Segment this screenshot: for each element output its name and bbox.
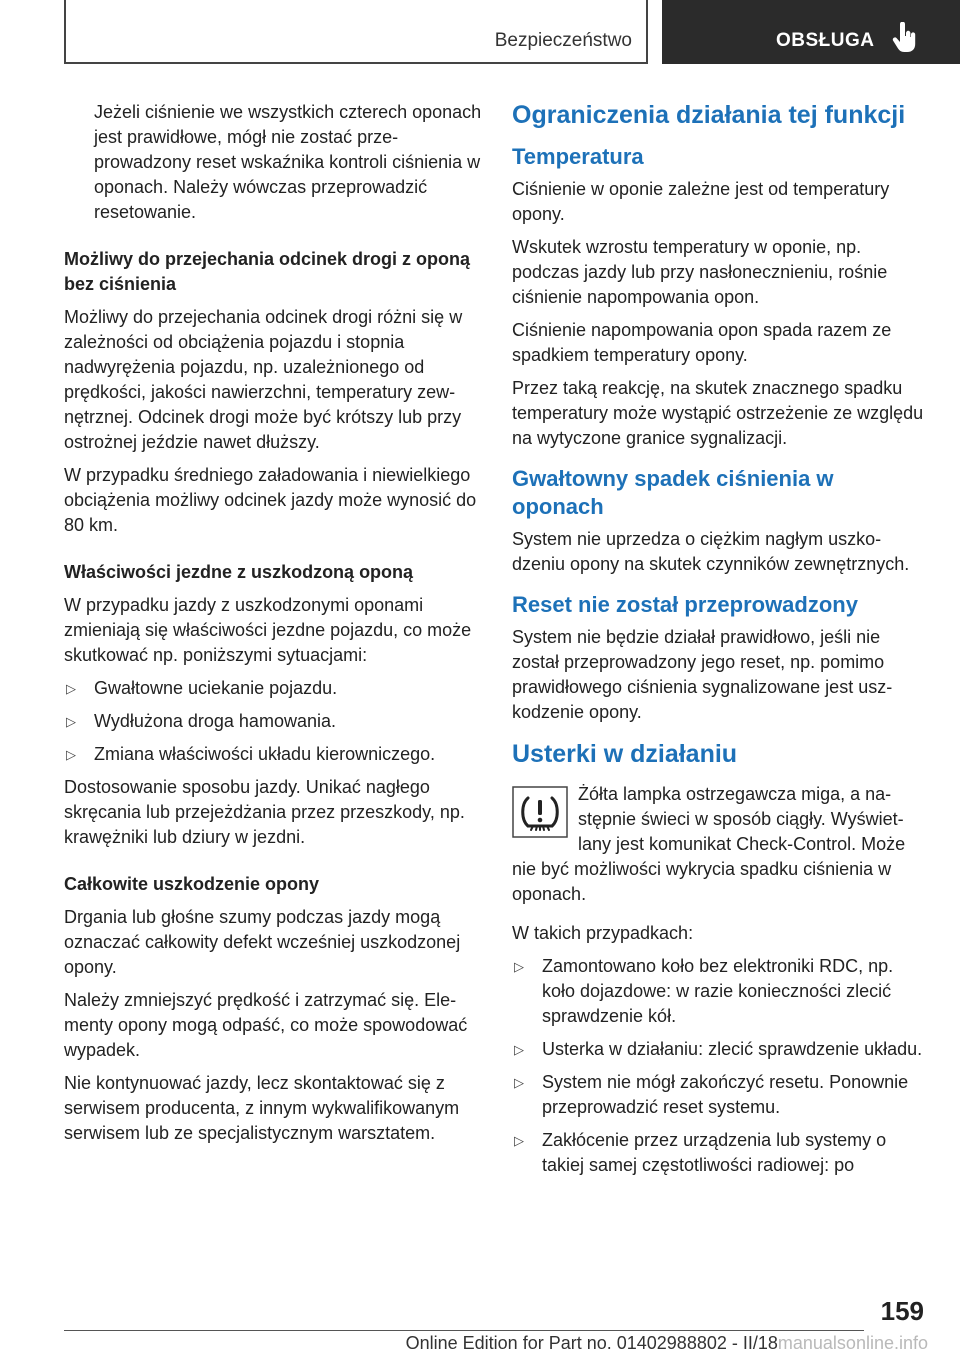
paragraph: Wskutek wzrostu temperatury w oponie, np. podczas jazdy lub przy nasłonecznieniu, rośnie ciśnienie napompowania opon. [512, 237, 888, 307]
section-title: Bezpieczeństwo [494, 30, 632, 51]
paragraph: Należy zmniejszyć prędkość i zatrzymać się. Elementy opony mogą odpaść, co może spowodować wypadek. [64, 990, 468, 1060]
list-item: ▷ System nie mógł zakończyć resetu. Ponownie przeprowadzić reset systemu. [512, 1070, 928, 1120]
paragraph: Możliwy do przejechania odcinek drogi różni się w zależności od obciążenia pojazdu i stopnia nadwyrężenia pojazdu, np. uzależnionego od prędkości, jakości nawierzchni, temperatury zewnętrznej. Odcinek drogi może być krótszy lub przy ostrożnej jeździe nawet dłuższy. [64, 307, 463, 452]
subheading-total-damage: Całkowite uszkodzenie opony [64, 874, 320, 894]
list-item: ▷ Zmiana właściwości układu kierowniczego. [64, 742, 482, 767]
paragraph: W przypadku jazdy z uszkodzonymi oponami zmieniają się właściwości jezdne pojazdu, co może skutkować np. poniższymi sytuacjami: [64, 595, 472, 665]
footer-text [406, 1333, 928, 1354]
triangle-bullet-icon: ▷ [66, 681, 76, 696]
heading-sudden-loss: Gwałtowny spadek ciśnienia w oponach [512, 466, 834, 519]
triangle-bullet-icon: ▷ [514, 1075, 524, 1090]
heading-reset: Reset nie został przeprowadzony [512, 592, 858, 617]
watermark: manualsonline.info [777, 1333, 928, 1353]
header-section-box [64, 0, 648, 64]
right-column [512, 100, 928, 1186]
left-column [64, 100, 482, 1154]
paragraph: W takich przypadkach: [512, 923, 694, 943]
edition-text: Online Edition for Part no. 01402988802 - II/18 [405, 1333, 778, 1353]
intro-paragraph: Jeżeli ciśnienie we wszystkich czterech oponach jest prawidłowe, mógł nie zostać przeprowadzony reset wskaźnika kontroli ciśnienia w oponach. Należy wówczas przeprowadzić resetowanie. [94, 102, 482, 222]
list-item: ▷ Usterka w działaniu: zlecić sprawdzenie układu. [512, 1037, 928, 1062]
paragraph: System nie uprzedza o ciężkim nagłym uszkodzeniu opony na skutek czynników zewnętrznych. [512, 529, 910, 574]
heading-malfunctions: Usterki w działaniu [512, 740, 738, 768]
footer-divider [64, 1330, 864, 1331]
heading-limitations: Ograniczenia działania tej funkcji [512, 101, 906, 129]
header-chapter-box [662, 0, 960, 64]
tire-pressure-warning-icon [512, 786, 568, 838]
paragraph: W przypadku średniego załadowania i niewielkiego obciążenia możliwy odcinek jazdy może wynosić do 80 km. [64, 465, 477, 535]
warning-block [512, 782, 928, 907]
triangle-bullet-icon: ▷ [514, 1133, 524, 1148]
paragraph: Ciśnienie napompowania opon spada razem ze spadkiem temperatury opony. [512, 320, 892, 365]
page-number: 159 [880, 1296, 924, 1326]
triangle-bullet-icon: ▷ [66, 714, 76, 729]
chapter-title: OBSŁUGA [776, 30, 875, 51]
list-item: ▷ Zakłócenie przez urządzenia lub systemy o takiej samej częstotliwości radiowej: po [512, 1128, 928, 1178]
paragraph: System nie będzie działał prawidłowo, jeśli nie został przeprowadzony jego reset, np. pomimo prawidłowego ciśnienia sygnalizowane jest uszkodzenie opony. [512, 627, 893, 722]
paragraph: Nie kontynuować jazdy, lecz skontaktować się z serwisem producenta, z innym wykwalifikowanym serwisem lub ze specjalistycznym warsztatem. [64, 1073, 460, 1143]
list-item: ▷ Zamontowano koło bez elektroniki RDC, np. koło dojazdowe: w razie konieczności zlecić sprawdzenie kół. [512, 954, 928, 1029]
paragraph: Żółta lampka ostrzegawcza miga, a następnie świeci w sposób ciągły. Wyświetlany jest komunikat Check-Control. Może nie być możliwości wykrycia spadku ciśnienia w oponach. [512, 784, 906, 904]
paragraph: Ciśnienie w oponie zależne jest od temperatury opony. [512, 179, 890, 224]
triangle-bullet-icon: ▷ [514, 1042, 524, 1057]
paragraph: Drgania lub głośne szumy podczas jazdy mogą oznaczać całkowity defekt wcześniej uszkodzonej opony. [64, 907, 461, 977]
triangle-bullet-icon: ▷ [514, 959, 524, 974]
hand-pointer-icon [892, 22, 918, 54]
triangle-bullet-icon: ▷ [66, 747, 76, 762]
list-item: ▷ Gwałtowne uciekanie pojazdu. [64, 676, 482, 701]
subheading-distance: Możliwy do przejechania odcinek drogi z oponą bez ciśnienia [64, 249, 471, 294]
paragraph: Przez taką reakcję, na skutek znacznego spadku temperatury może wystąpić ostrzeżenie ze względu na wytyczone granice sygnalizacji. [512, 378, 924, 448]
subheading-handling: Właściwości jezdne z uszkodzoną oponą [64, 562, 414, 582]
list-item: ▷ Wydłużona droga hamowania. [64, 709, 482, 734]
heading-temperature: Temperatura [512, 144, 644, 169]
paragraph: Dostosowanie sposobu jazdy. Unikać nagłego skręcania lub przejeżdżania przez przeszkody, np. krawężniki lub dziury w jezdni. [64, 777, 465, 847]
